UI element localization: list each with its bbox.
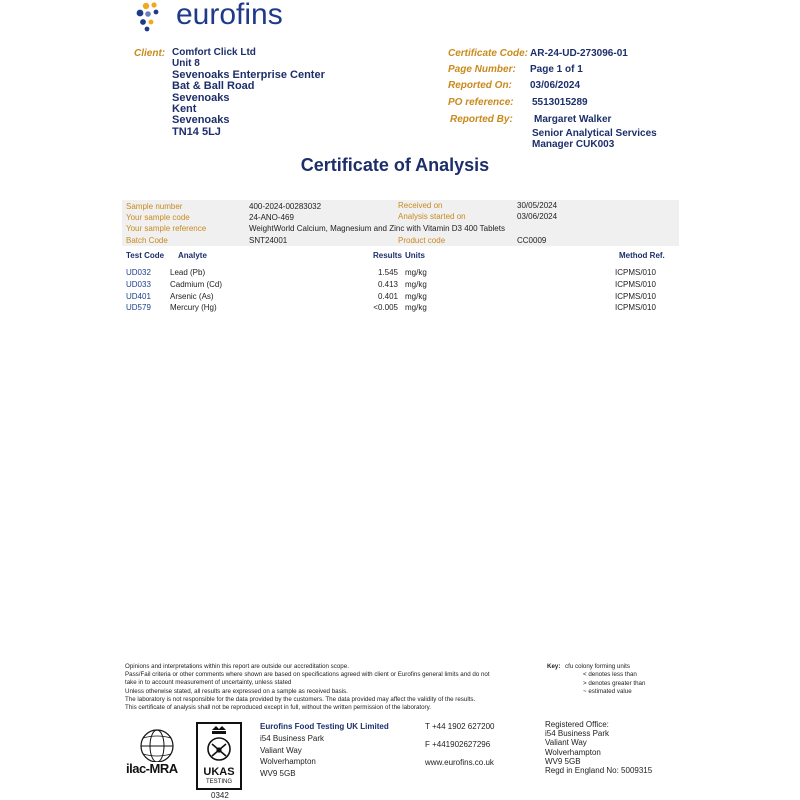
client-line: Sevenoaks Enterprise Center	[172, 68, 325, 81]
table-row	[0, 268, 800, 279]
reported-on: 03/06/2024	[530, 80, 581, 91]
address-line: i54 Business Park	[260, 734, 325, 743]
ilac-globe-icon	[124, 724, 190, 786]
col-header-method: Method Ref.	[619, 251, 665, 260]
reported-on-label: Reported On:	[448, 80, 512, 91]
client-label: Client:	[134, 48, 166, 59]
client-line: Sevenoaks	[172, 91, 230, 104]
result: 0.401	[377, 292, 398, 301]
note-line: Unless otherwise stated, all results are expressed on a sample as received basis.	[125, 687, 348, 695]
client-line: Bat & Ball Road	[172, 80, 255, 93]
ukas-text: UKAS	[203, 766, 235, 778]
registered-line: Valiant Way	[545, 738, 587, 748]
client-line: Unit 8	[172, 58, 200, 70]
page-number: Page 1 of 1	[530, 64, 583, 75]
batch-code-label: Batch Code	[126, 236, 168, 245]
analyte: Mercury (Hg)	[170, 303, 217, 312]
address-line: Wolverhampton	[260, 757, 316, 766]
reported-by-title: Senior Analytical Services	[532, 128, 657, 139]
address-line: WV9 5GB	[260, 768, 296, 778]
key-line: ~ estimated value	[583, 688, 632, 695]
ukas-number: 0342	[211, 791, 229, 800]
ukas-testing-text: TESTING	[205, 779, 232, 785]
website-link[interactable]: www.eurofins.co.uk	[425, 758, 494, 767]
client-address	[172, 47, 325, 138]
col-header-test-code: Test Code	[126, 251, 165, 260]
col-header-results: Results	[373, 251, 402, 260]
unit: mg/kg	[405, 303, 427, 312]
footer-notes	[125, 663, 545, 712]
analyte: Cadmium (Cd)	[170, 280, 223, 289]
col-header-units: Units	[405, 251, 425, 260]
product-code: CC0009	[517, 236, 547, 245]
note-line: Opinions and interpretations within this report are outside our accreditation scope.	[125, 663, 349, 670]
table-row	[0, 292, 800, 303]
test-code: UD032	[126, 268, 151, 277]
client-line: Sevenoaks	[172, 114, 230, 127]
col-header-analyte: Analyte	[178, 251, 207, 260]
sample-reference-label: Your sample reference	[126, 224, 207, 233]
fax-number: F +441902627296	[425, 740, 491, 749]
method-ref: ICPMS/010	[615, 280, 656, 289]
key-line: > denotes greater than	[583, 680, 646, 687]
analyte: Lead (Pb)	[170, 268, 206, 277]
reported-by-label: Reported By:	[450, 114, 513, 125]
key-line: cfu colony forming units	[565, 663, 630, 670]
reported-by-name: Margaret Walker	[534, 114, 612, 125]
certificate-code: AR-24-UD-273096-01	[530, 48, 628, 59]
po-reference: 5513015289	[532, 97, 588, 108]
registered-line: WV9 5GB	[545, 756, 581, 766]
test-code: UD033	[126, 280, 151, 289]
sample-code: 24-ANO-469	[249, 213, 294, 222]
note-line: The laboratory is not responsible for the data provided by the customers. The data provided may affect the validity of the results.	[125, 695, 476, 703]
address-line: Valiant Way	[260, 745, 302, 755]
batch-code: SNT24001	[249, 236, 288, 245]
client-line: Kent	[172, 103, 197, 116]
ilac-mra-logo	[124, 724, 190, 786]
registered-line: Regd in England No: 5009315	[545, 766, 653, 776]
method-ref: ICPMS/010	[615, 268, 656, 277]
table-row	[0, 303, 800, 314]
sample-number: 400-2024-00283032	[249, 202, 322, 211]
key-label: Key:	[547, 663, 561, 670]
result: 0.413	[377, 280, 398, 289]
method-ref: ICPMS/010	[615, 292, 656, 301]
note-line: This certificate of analysis shall not be reproduced except in full, without the written permission of the laboratory.	[125, 704, 431, 712]
table-row	[0, 280, 800, 291]
note-line: Pass/Fail criteria or other comments where shown are based on specifications agreed with client or Eurofins general limits and do not	[125, 671, 490, 679]
received-on-label: Received on	[398, 201, 443, 210]
phone-number: T +44 1902 627200	[425, 722, 495, 731]
company-address	[260, 733, 324, 779]
certificate-code-label: Certificate Code:	[448, 48, 529, 59]
company-name: Eurofins Food Testing UK Limited	[260, 722, 389, 731]
analysis-started: 03/06/2024	[517, 212, 558, 221]
received-on: 30/05/2024	[517, 201, 558, 210]
ukas-logo	[196, 722, 246, 792]
reported-by-title: Manager CUK003	[532, 139, 615, 150]
key-line: < denotes less than	[583, 671, 637, 678]
page-title: Certificate of Analysis	[300, 155, 490, 175]
sample-reference: WeightWorld Calcium, Magnesium and Zinc with Vitamin D3 400 Tablets	[249, 224, 505, 233]
eurofins-dots-icon	[134, 0, 170, 34]
result: <0.005	[373, 303, 398, 312]
product-code-label: Product code	[398, 236, 446, 245]
client-line: TN14 5LJ	[172, 125, 221, 138]
registered-line: Registered Office:	[545, 720, 609, 729]
sample-number-label: Sample number	[126, 202, 183, 211]
ilac-text: ilac-MRA	[126, 761, 178, 776]
unit: mg/kg	[405, 280, 427, 289]
method-ref: ICPMS/010	[615, 303, 656, 312]
logo-text: eurofins	[176, 0, 283, 31]
registered-office	[545, 720, 652, 775]
sample-code-label: Your sample code	[126, 213, 190, 222]
client-line: Comfort Click Ltd	[172, 47, 256, 58]
unit: mg/kg	[405, 268, 427, 277]
ukas-crown-icon	[196, 724, 242, 768]
analysis-started-label: Analysis started on	[398, 212, 466, 221]
unit: mg/kg	[405, 292, 427, 301]
test-code: UD579	[126, 303, 151, 312]
po-reference-label: PO reference:	[448, 97, 514, 108]
test-code: UD401	[126, 292, 151, 301]
page-number-label: Page Number:	[448, 64, 516, 75]
analyte: Arsenic (As)	[170, 292, 214, 301]
note-line: take in to account measurement of uncertainty, unless stated	[125, 679, 292, 687]
result: 1.545	[377, 268, 398, 277]
eurofins-logo	[134, 0, 294, 34]
registered-line: i54 Business Park	[545, 729, 610, 739]
registered-line: Wolverhampton	[545, 747, 601, 757]
